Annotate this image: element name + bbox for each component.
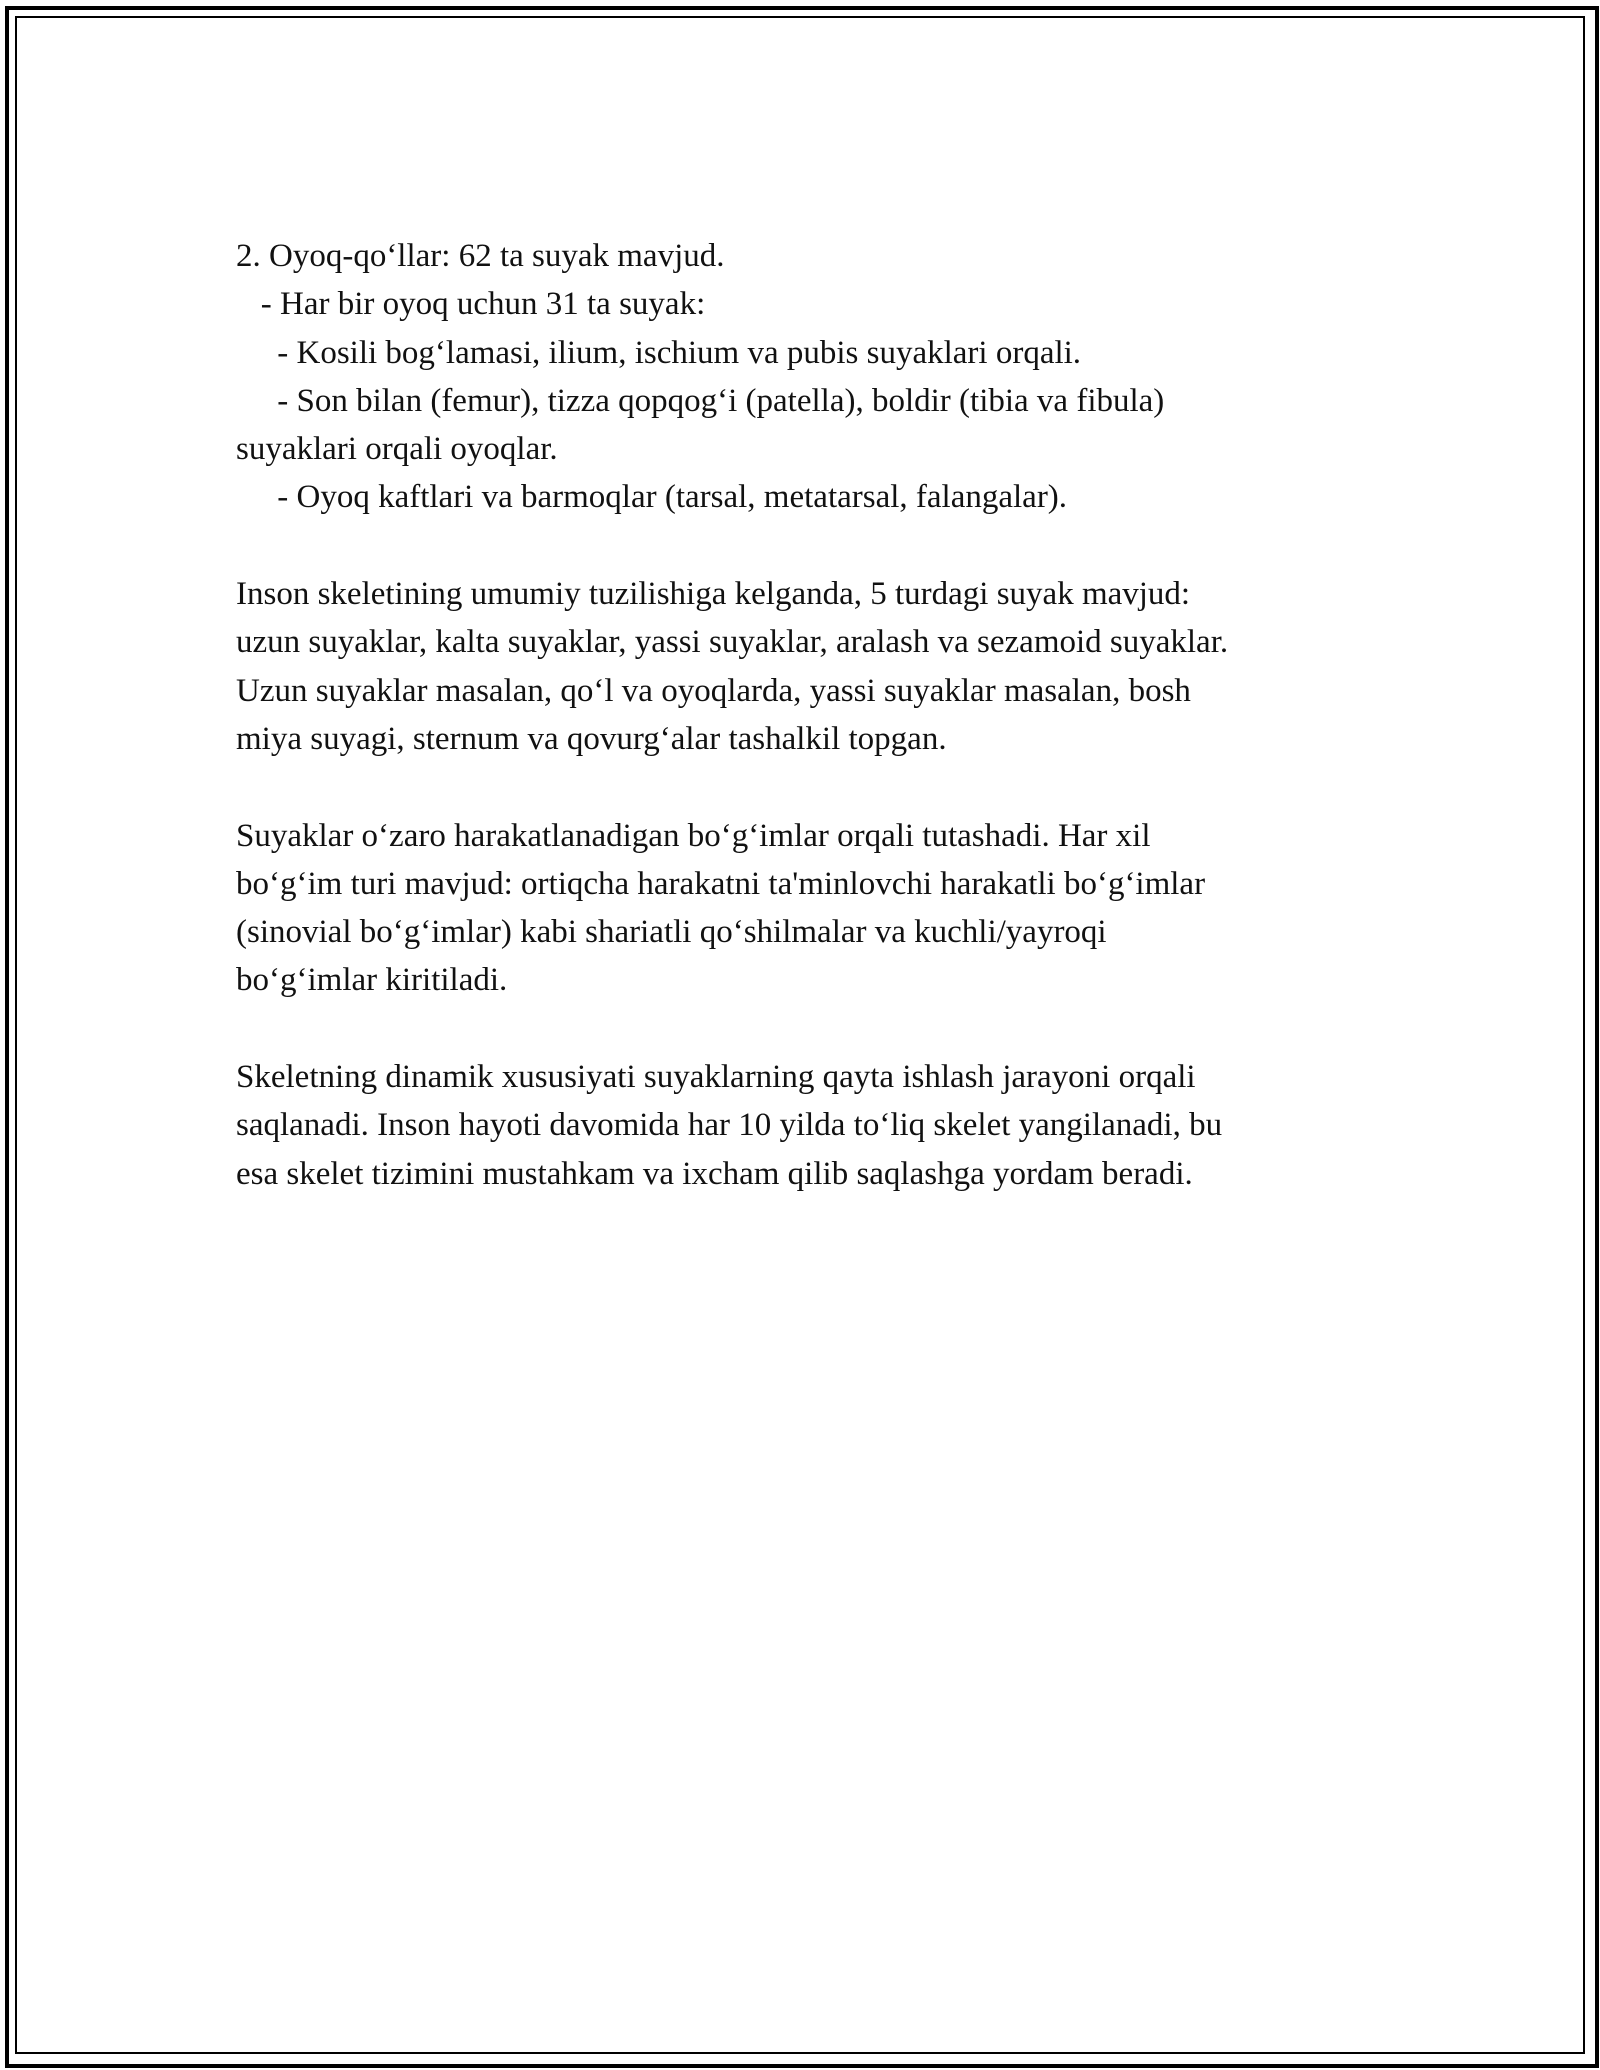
paragraph-line: Suyaklar o‘zaro harakatlanadigan bo‘g‘imlar orqali tutashadi. Har xil	[236, 817, 1151, 854]
list-subitem: - Kosili bog‘lamasi, ilium, ischium va pubis suyaklari orqali.	[236, 334, 1082, 371]
paragraph-gap	[236, 522, 1386, 570]
paragraph-line: uzun suyaklar, kalta suyaklar, yassi suyaklar, aralash va sezamoid suyaklar.	[236, 624, 1229, 661]
paragraph-bone-types	[236, 570, 1386, 763]
paragraph-line: Skeletning dinamik xususiyati suyaklarning qayta ishlash jarayoni orqali	[236, 1059, 1196, 1096]
paragraph-gap	[236, 1005, 1386, 1053]
paragraph-line: miya suyagi, sternum va qovurg‘alar tashalkil topgan.	[236, 720, 947, 757]
list-subitem: - Son bilan (femur), tizza qopqog‘i (patella), boldir (tibia va fibula)	[236, 382, 1165, 419]
list-heading: 2. Oyoq-qo‘llar: 62 ta suyak mavjud.	[236, 238, 725, 274]
document-body	[236, 232, 1386, 1198]
paragraph-line: saqlanadi. Inson hayoti davomida har 10 yilda to‘liq skelet yangilanadi, bu	[236, 1107, 1223, 1144]
paragraph-line: bo‘g‘imlar kiritiladi.	[236, 962, 508, 999]
list-subitem-continuation: suyaklari orqali oyoqlar.	[236, 431, 558, 468]
paragraph-gap	[236, 763, 1386, 811]
paragraph-joints	[236, 812, 1386, 1005]
paragraph-line: (sinovial bo‘g‘imlar) kabi shariatli qo‘shilmalar va kuchli/yayroqi	[236, 914, 1107, 951]
paragraph-line: Inson skeletining umumiy tuzilishiga kelganda, 5 turdagi suyak mavjud:	[236, 576, 1191, 613]
paragraph-skeleton-renewal	[236, 1053, 1386, 1198]
list-subitem: - Oyoq kaftlari va barmoqlar (tarsal, metatarsal, falangalar).	[236, 479, 1068, 516]
paragraph-line: esa skelet tizimini mustahkam va ixcham qilib saqlashga yordam beradi.	[236, 1155, 1193, 1192]
paragraph-line: bo‘g‘im turi mavjud: ortiqcha harakatni ta'minlovchi harakatli bo‘g‘imlar	[236, 865, 1206, 902]
limbs-list-block	[236, 232, 1386, 522]
paragraph-line: Uzun suyaklar masalan, qo‘l va oyoqlarda, yassi suyaklar masalan, bosh	[236, 672, 1191, 709]
list-item: - Har bir oyoq uchun 31 ta suyak:	[236, 286, 706, 323]
